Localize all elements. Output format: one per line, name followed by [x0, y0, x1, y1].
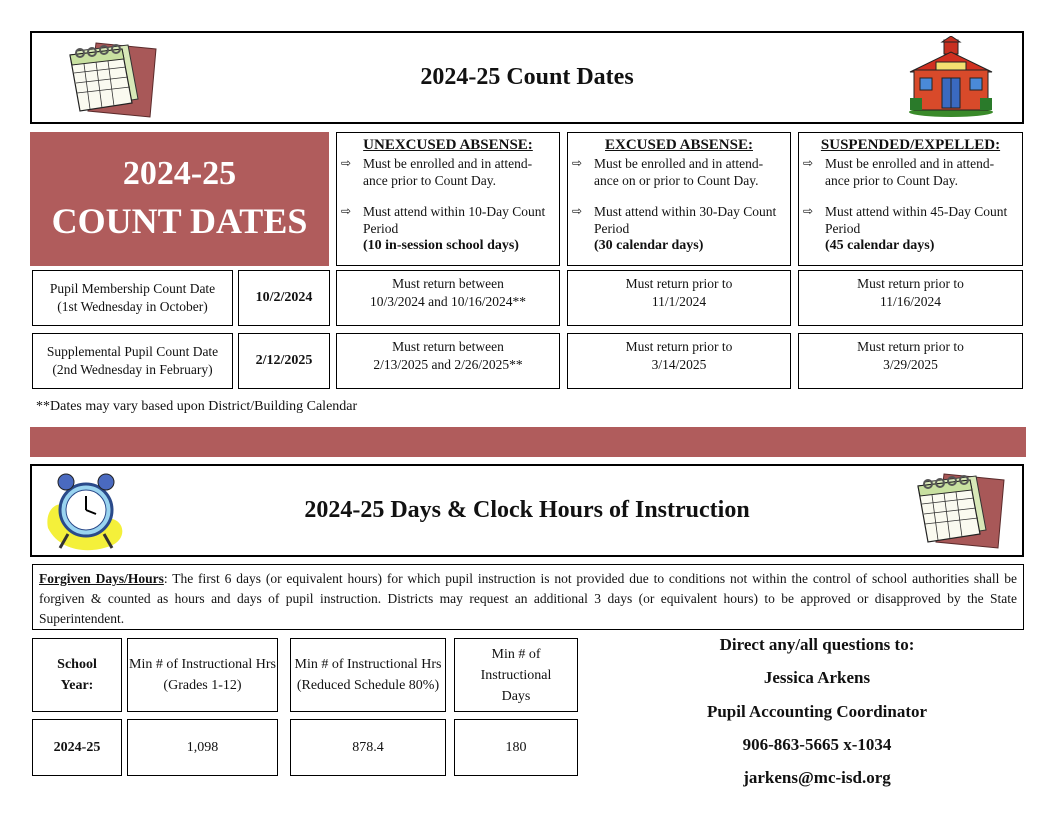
return-dates: 3/14/2025 — [651, 357, 707, 372]
contact-phone: 906-863-5665 x-1034 — [742, 735, 892, 754]
bullet-text: Must attend within 45-Day Count Period — [825, 204, 1008, 236]
calendar-icon — [58, 37, 160, 121]
arrow-right-icon: ⇨ — [341, 204, 352, 218]
column-title: SUSPENDED/EXPELLED: — [820, 137, 1001, 153]
count-dates-header — [30, 31, 1024, 124]
header-text: Min # of Instructional Days — [480, 646, 552, 704]
column-title: EXCUSED ABSENSE: — [605, 137, 753, 153]
excused-absence-box — [567, 132, 791, 266]
header-text: Min # of Instructional Hrs (Grades 1-12) — [129, 657, 276, 693]
header-school-year — [32, 638, 122, 712]
alarm-clock-icon — [40, 468, 132, 554]
return-rule: Must return prior to — [625, 339, 733, 354]
pupil-membership-label — [32, 270, 233, 326]
bullet-text: Must be enrolled and in attend-ance on or prior to Count Day. — [594, 156, 764, 188]
bullet-text: Must be enrolled and in attend-ance prior to Count Day. — [825, 156, 995, 188]
return-rule: Must return prior to — [857, 339, 964, 354]
return-rule: Must return prior to — [625, 276, 733, 291]
return-dates: 3/29/2025 — [883, 357, 938, 372]
row-label: Pupil Membership Count Date — [49, 281, 216, 296]
header-min-hours-reduced — [290, 638, 446, 712]
divider-band — [30, 427, 1026, 457]
cell-value: 2024-25 — [53, 740, 101, 755]
return-dates: 10/3/2024 and 10/16/2024** — [370, 294, 526, 309]
row-label: Supplemental Pupil Count Date — [46, 344, 219, 359]
row1-excused — [567, 270, 791, 326]
row1-suspended — [798, 270, 1023, 326]
unexcused-absence-box — [336, 132, 560, 266]
cell-min-days — [454, 719, 578, 776]
return-dates: 11/1/2024 — [651, 294, 707, 309]
period-note: (10 in-session school days) — [363, 238, 519, 253]
instruction-header — [30, 464, 1024, 557]
header-min-days — [454, 638, 578, 712]
row-sublabel: (2nd Wednesday in February) — [52, 362, 213, 377]
bullet-text: Must be enrolled and in attend-ance prior to Count Day. — [363, 156, 533, 188]
contact-role: Pupil Accounting Coordinator — [706, 702, 928, 721]
row-sublabel: (1st Wednesday in October) — [57, 299, 208, 314]
suspended-expelled-box — [798, 132, 1023, 266]
footnote: **Dates may vary based upon District/Building Calendar — [36, 399, 358, 414]
column-title: UNEXCUSED ABSENSE: — [363, 137, 533, 153]
page-title: 2024-25 Count Dates — [420, 64, 634, 90]
return-dates: 11/16/2024 — [879, 294, 941, 309]
cell-value: 878.4 — [352, 740, 384, 755]
forgiven-body: The first 6 days (or equivalent hours) for which pupil instruction is not provided due to conditions not within the control of school authorities shall be forgiven & counted as hours and days of pupil instruction. Districts may request an additional 3 days (or equivalent hours) to be approved or disapproved by the State Superintendent. — [39, 571, 1018, 626]
forgiven-heading: Forgiven Days/Hours — [39, 571, 164, 586]
arrow-right-icon: ⇨ — [341, 156, 352, 170]
bullet-text: Must attend within 30-Day Count Period — [594, 204, 777, 236]
bullet-text: Must attend within 10-Day Count Period — [363, 204, 546, 236]
school-house-icon — [906, 36, 996, 118]
calendar-icon — [906, 468, 1008, 552]
return-rule: Must return prior to — [857, 276, 964, 291]
return-dates: 2/13/2025 and 2/26/2025** — [373, 357, 523, 372]
return-rule: Must return between — [392, 276, 504, 291]
contact-intro: Direct any/all questions to: — [719, 635, 915, 654]
period-note: (45 calendar days) — [825, 238, 935, 253]
header-text: Min # of Instructional Hrs (Reduced Schedule 80%) — [294, 657, 442, 693]
banner-title: COUNT DATES — [51, 201, 308, 241]
count-date: 10/2/2024 — [255, 290, 313, 305]
supplemental-count-date — [238, 333, 330, 389]
cell-value: 180 — [505, 740, 527, 755]
arrow-right-icon: ⇨ — [572, 204, 583, 218]
arrow-right-icon: ⇨ — [803, 204, 814, 218]
return-rule: Must return between — [392, 339, 504, 354]
header-min-hours — [127, 638, 278, 712]
count-date: 2/12/2025 — [255, 353, 313, 368]
row2-excused — [567, 333, 791, 389]
supplemental-count-label — [32, 333, 233, 389]
cell-school-year — [32, 719, 122, 776]
cell-min-hours-reduced — [290, 719, 446, 776]
pupil-membership-date — [238, 270, 330, 326]
row1-unexcused — [336, 270, 560, 326]
arrow-right-icon: ⇨ — [572, 156, 583, 170]
period-note: (30 calendar days) — [594, 238, 704, 253]
contact-email[interactable]: jarkens@mc-isd.org — [743, 768, 891, 787]
forgiven-days-box: Forgiven Days/Hours: The first 6 days (or equivalent hours) for which pupil instruction is not provided due to conditions not within the control of school authorities shall be forgiven & counted as hours and days of pupil instruction. Districts may request an additional 3 days (or equivalent hours) to be approved or disapproved by the State Superintendent. — [32, 564, 1024, 630]
arrow-right-icon: ⇨ — [803, 156, 814, 170]
count-dates-banner — [30, 132, 329, 266]
row2-suspended — [798, 333, 1023, 389]
contact-name: Jessica Arkens — [763, 668, 871, 687]
cell-min-hours — [127, 719, 278, 776]
section-title: 2024-25 Days & Clock Hours of Instruction — [304, 497, 750, 523]
row2-unexcused — [336, 333, 560, 389]
header-text: Year: — [60, 678, 94, 693]
header-text: School — [57, 657, 97, 672]
cell-value: 1,098 — [186, 740, 219, 755]
banner-year: 2024-25 — [122, 155, 237, 192]
